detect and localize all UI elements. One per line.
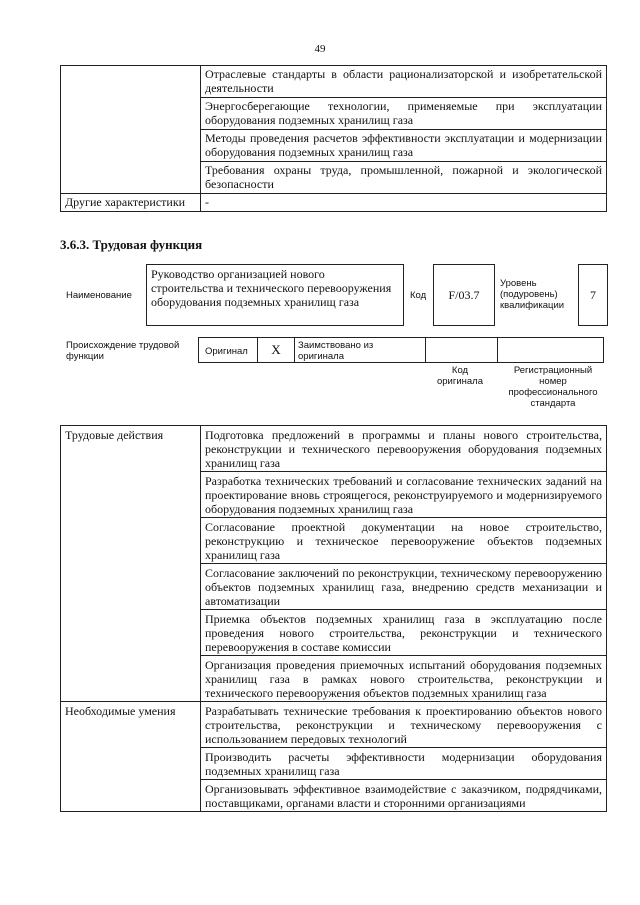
labor-action-item: Подготовка предложений в программы и планы нового строительства, реконструкции и технического перевооружения оборудования подземных хранилищ газа bbox=[201, 426, 607, 472]
skill-item: Организовывать эффективное взаимодействие с заказчиком, подрядчиками, поставщиками, органами власти и сторонними организациями bbox=[201, 780, 607, 812]
labor-action-item: Организация проведения приемочных испытаний оборудования подземных хранилищ газа в рамках нового строительства, реконструкции и технического перевооружения объектов подземных хранилищ газа bbox=[201, 656, 607, 702]
code-label: Код bbox=[410, 290, 427, 301]
code-original-caption: Код оригинала bbox=[436, 365, 483, 387]
section-title: 3.6.3. Трудовая функция bbox=[60, 237, 203, 252]
knowledge-item: Требования охраны труда, промышленной, пожарной и экологической безопасности bbox=[201, 162, 607, 194]
knowledge-item: Энергосберегающие технологии, применяемые при эксплуатации оборудования подземных хранилищ газа bbox=[201, 98, 607, 130]
function-code-box: F/03.7 bbox=[433, 264, 495, 326]
registration-number-cell bbox=[497, 337, 604, 363]
name-label: Наименование bbox=[66, 290, 132, 301]
labor-action-item: Согласование заключений по реконструкции, техническому перевооружению объектов подземных хранилищ газа, внедрению средств механизации и автоматизации bbox=[201, 564, 607, 610]
borrowed-cell bbox=[294, 337, 426, 363]
empty-label-cell bbox=[61, 66, 201, 194]
original-cell bbox=[198, 337, 258, 363]
labor-action-item: Согласование проектной документации на новое строительство, реконструкцию и техническое перевооружение объектов подземных хранилищ газа bbox=[201, 518, 607, 564]
page-number: 49 bbox=[314, 43, 326, 55]
origin-row bbox=[199, 337, 604, 363]
level-value-box: 7 bbox=[578, 264, 608, 326]
function-name-box: Руководство организацией нового строительства и технического перевооружения оборудования подземных хранилищ газа bbox=[146, 264, 404, 326]
registration-number-caption: Регистрационный номер профессионального стандарта bbox=[508, 365, 598, 409]
knowledge-item: Отраслевые стандарты в области рационализаторской и изобретательской деятельности bbox=[201, 66, 607, 98]
level-label: Уровень (подуровень) квалификации bbox=[500, 278, 565, 311]
borrowed-label: Заимствовано из оригинала bbox=[298, 340, 374, 362]
original-label: Оригинал bbox=[205, 346, 248, 357]
labor-action-item: Приемка объектов подземных хранилищ газа в эксплуатацию после проведения нового строительства, реконструкции и технического перевооружения в составе комиссии bbox=[201, 610, 607, 656]
skill-item: Разрабатывать технические требования к проектированию объектов нового строительства, реконструкции и техническому перевооружения с использованием передовых технологий bbox=[201, 702, 607, 748]
function-details-table bbox=[60, 425, 607, 812]
skill-item: Производить расчеты эффективности модернизации оборудования подземных хранилищ газа bbox=[201, 748, 607, 780]
original-mark: X bbox=[257, 337, 295, 363]
required-skills-label: Необходимые умения bbox=[61, 702, 201, 812]
original-code-cell bbox=[425, 337, 498, 363]
other-characteristics-label: Другие характеристики bbox=[61, 194, 201, 212]
knowledge-continuation-table bbox=[60, 65, 607, 212]
labor-action-item: Разработка технических требований и согласование технических заданий на проектирование вновь строящегося, реконструируемого и модернизируемого оборудования подземных хранилищ газа bbox=[201, 472, 607, 518]
labor-actions-label: Трудовые действия bbox=[61, 426, 201, 702]
origin-label: Происхождение трудовой функции bbox=[66, 340, 180, 362]
other-characteristics-value: - bbox=[201, 194, 607, 212]
knowledge-item: Методы проведения расчетов эффективности эксплуатации и модернизации оборудования подземных хранилищ газа bbox=[201, 130, 607, 162]
